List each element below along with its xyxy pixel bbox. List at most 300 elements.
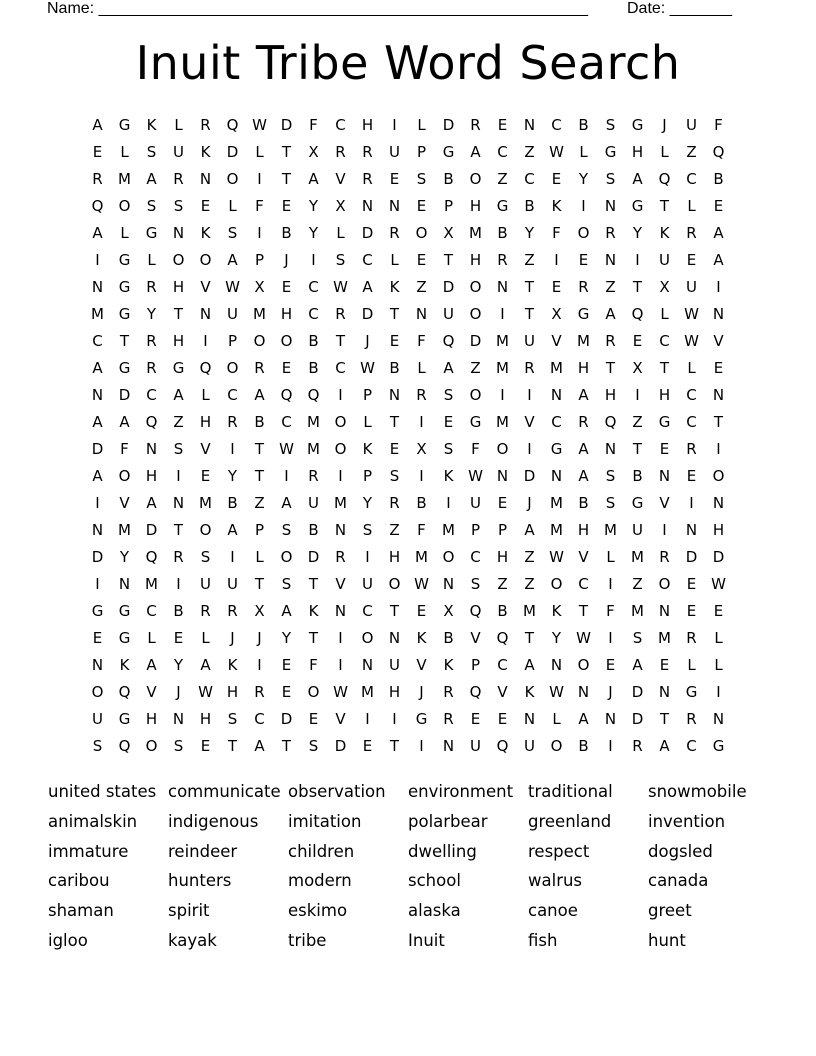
grid-letter: O [118, 466, 131, 485]
grid-letter: I [635, 385, 640, 404]
grid-letter: R [686, 628, 697, 647]
grid-letter: I [608, 736, 613, 755]
grid-letter: R [524, 358, 535, 377]
grid-letter: D [712, 547, 725, 566]
grid-letter: V [416, 655, 427, 674]
grid-letter: D [280, 709, 293, 728]
grid-letter: L [255, 547, 264, 566]
grid-letter: J [176, 682, 181, 701]
grid-letter: E [713, 358, 724, 377]
grid-letter: U [200, 574, 211, 593]
grid-letter: G [415, 709, 428, 728]
grid-letter: G [631, 196, 644, 215]
word-list-item: imitation [288, 811, 362, 831]
word-list-item: spirit [168, 901, 210, 921]
grid-letter: A [524, 655, 535, 674]
grid-letter: X [443, 601, 454, 620]
grid-letter: E [686, 601, 697, 620]
grid-letter: N [442, 736, 455, 755]
grid-letter: Z [686, 142, 697, 161]
grid-letter: S [632, 628, 643, 647]
grid-letter: I [635, 250, 640, 269]
grid-letter: E [389, 331, 400, 350]
grid-letter: N [577, 682, 590, 701]
grid-letter: C [362, 250, 373, 269]
grid-letter: N [172, 223, 185, 242]
grid-letter: T [308, 574, 319, 593]
grid-letter: V [578, 547, 589, 566]
grid-letter: F [417, 520, 426, 539]
grid-letter: E [416, 601, 427, 620]
grid-letter: E [713, 601, 724, 620]
grid-letter: R [335, 142, 346, 161]
grid-letter: L [552, 709, 561, 728]
grid-letter: N [523, 115, 536, 134]
grid-letter: Y [308, 223, 319, 242]
grid-letter: C [551, 115, 562, 134]
grid-letter: O [388, 574, 401, 593]
grid-letter: K [524, 682, 535, 701]
grid-letter: A [92, 115, 103, 134]
grid-letter: B [227, 493, 238, 512]
grid-letter: L [687, 358, 696, 377]
grid-letter: P [254, 520, 265, 539]
grid-letter: G [118, 250, 131, 269]
grid-letter: S [227, 223, 238, 242]
grid-letter: S [146, 196, 157, 215]
grid-letter: R [227, 412, 238, 431]
grid-letter: I [365, 547, 370, 566]
grid-letter: M [604, 520, 617, 539]
word-list-item: dwelling [408, 841, 477, 861]
grid-letter: G [118, 304, 131, 323]
word-list-item: hunters [168, 871, 232, 891]
word-list-item: school [408, 871, 461, 891]
grid-letter: R [227, 601, 238, 620]
name-field-label: Name: _______________________________________________________ [47, 0, 588, 17]
grid-letter: A [227, 250, 238, 269]
grid-letter: Q [631, 304, 644, 323]
grid-letter: T [308, 628, 319, 647]
grid-letter: M [550, 493, 563, 512]
grid-letter: L [201, 385, 210, 404]
grid-letter: M [496, 331, 509, 350]
grid-letter: I [338, 385, 343, 404]
grid-letter: P [254, 250, 265, 269]
grid-letter: T [389, 412, 400, 431]
grid-letter: M [496, 358, 509, 377]
grid-letter: K [200, 223, 211, 242]
grid-letter: R [308, 466, 319, 485]
grid-letter: H [361, 115, 374, 134]
grid-letter: P [497, 520, 508, 539]
grid-letter: Z [632, 574, 643, 593]
grid-letter: M [361, 682, 374, 701]
grid-letter: I [527, 385, 532, 404]
grid-letter: U [389, 655, 400, 674]
grid-letter: K [443, 466, 454, 485]
grid-letter: M [550, 520, 563, 539]
grid-letter: R [578, 412, 589, 431]
grid-letter: N [91, 520, 104, 539]
grid-letter: W [684, 331, 699, 350]
grid-letter: L [417, 358, 426, 377]
grid-letter: N [145, 439, 158, 458]
grid-letter: N [550, 655, 563, 674]
grid-letter: E [200, 196, 211, 215]
grid-letter: Z [524, 547, 535, 566]
grid-letter: A [524, 520, 535, 539]
grid-letter: O [577, 223, 590, 242]
grid-letter: I [176, 466, 181, 485]
grid-letter: N [361, 196, 374, 215]
word-list-item: hunt [648, 930, 686, 950]
grid-letter: T [659, 196, 670, 215]
grid-letter: E [281, 682, 292, 701]
grid-letter: H [631, 142, 644, 161]
grid-letter: D [361, 223, 374, 242]
grid-letter: M [307, 412, 320, 431]
grid-letter: V [335, 709, 346, 728]
word-list-item: invention [648, 811, 726, 831]
grid-letter: G [577, 304, 590, 323]
grid-letter: E [659, 439, 670, 458]
grid-letter: Z [524, 574, 535, 593]
grid-letter: W [198, 682, 213, 701]
grid-letter: W [576, 628, 591, 647]
grid-letter: G [118, 709, 131, 728]
grid-letter: S [200, 547, 211, 566]
grid-letter: A [119, 412, 130, 431]
grid-letter: G [118, 277, 131, 296]
grid-letter: U [524, 736, 535, 755]
grid-letter: Q [307, 385, 320, 404]
grid-letter: V [551, 331, 562, 350]
grid-letter: J [365, 331, 370, 350]
grid-row [84, 597, 732, 624]
grid-letter: Z [497, 574, 508, 593]
grid-letter: I [392, 115, 397, 134]
grid-letter: G [469, 412, 482, 431]
grid-letter: I [419, 466, 424, 485]
grid-letter: G [604, 142, 617, 161]
grid-letter: L [714, 655, 723, 674]
grid-letter: R [686, 439, 697, 458]
word-list [48, 777, 788, 956]
grid-row [84, 219, 732, 246]
grid-letter: B [281, 223, 292, 242]
grid-letter: Y [524, 223, 535, 242]
grid-letter: E [281, 277, 292, 296]
word-list-item: kayak [168, 930, 217, 950]
grid-letter: J [662, 115, 667, 134]
grid-letter: L [120, 223, 129, 242]
grid-letter: O [442, 547, 455, 566]
grid-letter: C [578, 574, 589, 593]
grid-letter: F [417, 331, 426, 350]
grid-letter: M [469, 223, 482, 242]
grid-letter: A [173, 385, 184, 404]
word-list-item: alaska [408, 901, 461, 921]
grid-letter: A [659, 736, 670, 755]
grid-letter: V [335, 169, 346, 188]
word-list-item: animalskin [48, 811, 138, 831]
grid-letter: U [308, 493, 319, 512]
grid-letter: Z [497, 169, 508, 188]
grid-letter: B [578, 115, 589, 134]
grid-letter: O [361, 628, 374, 647]
grid-letter: C [686, 385, 697, 404]
grid-letter: E [281, 196, 292, 215]
grid-letter: X [254, 601, 265, 620]
grid-letter: M [253, 304, 266, 323]
grid-letter: R [146, 358, 157, 377]
grid-letter: W [225, 277, 240, 296]
grid-letter: E [686, 574, 697, 593]
grid-letter: Q [199, 358, 212, 377]
grid-letter: J [284, 250, 289, 269]
grid-letter: N [712, 709, 725, 728]
grid-letter: R [443, 682, 454, 701]
grid-letter: Y [281, 628, 292, 647]
grid-letter: D [307, 547, 320, 566]
grid-row [84, 381, 732, 408]
grid-letter: F [309, 115, 318, 134]
grid-letter: V [497, 682, 508, 701]
grid-letter: I [608, 628, 613, 647]
word-list-item: immature [48, 841, 129, 861]
grid-letter: A [308, 169, 319, 188]
grid-letter: I [527, 439, 532, 458]
grid-letter: H [388, 547, 401, 566]
grid-letter: P [416, 142, 427, 161]
grid-letter: G [118, 628, 131, 647]
grid-letter: Y [308, 196, 319, 215]
grid-letter: O [712, 466, 725, 485]
grid-letter: R [335, 547, 346, 566]
grid-letter: O [91, 682, 104, 701]
grid-letter: R [443, 709, 454, 728]
grid-letter: O [496, 439, 509, 458]
grid-letter: O [469, 385, 482, 404]
grid-letter: G [145, 223, 158, 242]
grid-letter: B [578, 493, 589, 512]
grid-letter: N [658, 466, 671, 485]
grid-letter: T [524, 628, 535, 647]
grid-letter: A [92, 223, 103, 242]
word-list-item: indigenous [168, 811, 259, 831]
word-list-item: polarbear [408, 811, 488, 831]
grid-letter: N [118, 574, 131, 593]
grid-letter: N [91, 277, 104, 296]
grid-letter: P [470, 655, 481, 674]
grid-letter: D [361, 304, 374, 323]
grid-letter: M [442, 520, 455, 539]
grid-letter: R [632, 736, 643, 755]
grid-letter: W [279, 439, 294, 458]
grid-letter: Q [496, 736, 509, 755]
grid-letter: I [392, 709, 397, 728]
grid-letter: N [550, 466, 563, 485]
grid-letter: N [604, 709, 617, 728]
grid-letter: W [549, 547, 564, 566]
word-list-item: eskimo [288, 901, 348, 921]
grid-letter: L [363, 412, 372, 431]
grid-letter: O [199, 520, 212, 539]
grid-row [84, 246, 732, 273]
grid-letter: R [362, 142, 373, 161]
grid-letter: T [605, 358, 616, 377]
grid-letter: Q [226, 115, 239, 134]
grid-letter: L [579, 142, 588, 161]
grid-letter: S [605, 493, 616, 512]
grid-letter: S [308, 736, 319, 755]
grid-letter: A [92, 412, 103, 431]
grid-letter: C [308, 277, 319, 296]
grid-letter: O [199, 250, 212, 269]
grid-letter: F [309, 655, 318, 674]
grid-letter: E [497, 115, 508, 134]
grid-letter: L [687, 655, 696, 674]
grid-letter: R [416, 385, 427, 404]
grid-letter: O [145, 736, 158, 755]
grid-letter: N [604, 439, 617, 458]
grid-letter: S [362, 520, 373, 539]
grid-letter: H [712, 520, 725, 539]
grid-letter: N [604, 250, 617, 269]
grid-letter: I [311, 250, 316, 269]
word-list-item: walrus [528, 871, 583, 891]
grid-letter: D [91, 439, 104, 458]
grid-letter: S [416, 169, 427, 188]
grid-row [84, 138, 732, 165]
grid-letter: H [199, 709, 212, 728]
grid-letter: Z [605, 277, 616, 296]
grid-letter: B [497, 601, 508, 620]
grid-letter: A [92, 358, 103, 377]
grid-letter: E [686, 250, 697, 269]
grid-letter: G [442, 142, 455, 161]
grid-letter: Q [604, 412, 617, 431]
grid-letter: E [497, 493, 508, 512]
word-list-item: caribou [48, 871, 110, 891]
grid-letter: L [714, 628, 723, 647]
grid-letter: R [200, 601, 211, 620]
grid-letter: M [334, 493, 347, 512]
grid-letter: M [631, 547, 644, 566]
grid-letter: G [631, 493, 644, 512]
grid-letter: N [496, 277, 509, 296]
grid-letter: A [227, 520, 238, 539]
grid-letter: O [226, 169, 239, 188]
grid-letter: U [92, 709, 103, 728]
grid-letter: W [549, 142, 564, 161]
grid-letter: Q [118, 682, 131, 701]
grid-letter: L [174, 115, 183, 134]
word-list-item: fish [528, 930, 558, 950]
grid-letter: J [230, 628, 235, 647]
grid-letter: T [578, 601, 589, 620]
grid-row [84, 435, 732, 462]
grid-letter: I [716, 277, 721, 296]
grid-letter: I [419, 412, 424, 431]
grid-letter: Y [551, 628, 562, 647]
word-list-item: environment [408, 782, 514, 801]
grid-letter: N [334, 601, 347, 620]
grid-letter: O [172, 250, 185, 269]
grid-letter: B [416, 493, 427, 512]
page-title: Inuit Tribe Word Search [135, 36, 681, 90]
grid-letter: A [281, 601, 292, 620]
grid-letter: X [254, 277, 265, 296]
word-list-item: canada [648, 871, 709, 891]
grid-letter: S [605, 466, 616, 485]
grid-letter: H [199, 412, 212, 431]
grid-letter: T [659, 709, 670, 728]
grid-letter: Y [173, 655, 184, 674]
grid-letter: R [92, 169, 103, 188]
grid-row [84, 732, 732, 759]
grid-row [84, 408, 732, 435]
grid-letter: R [497, 250, 508, 269]
grid-letter: L [417, 115, 426, 134]
grid-letter: N [712, 385, 725, 404]
grid-letter: C [335, 358, 346, 377]
grid-letter: T [335, 331, 346, 350]
grid-letter: W [333, 682, 348, 701]
grid-letter: T [119, 331, 130, 350]
grid-letter: V [524, 412, 535, 431]
grid-letter: I [581, 196, 586, 215]
grid-letter: K [551, 196, 562, 215]
grid-letter: U [443, 304, 454, 323]
grid-letter: E [470, 709, 481, 728]
grid-letter: D [631, 709, 644, 728]
grid-letter: M [91, 304, 104, 323]
grid-letter: H [577, 520, 590, 539]
grid-letter: D [469, 331, 482, 350]
grid-letter: O [280, 331, 293, 350]
grid-letter: T [254, 466, 265, 485]
grid-row [84, 300, 732, 327]
grid-letter: C [497, 655, 508, 674]
grid-letter: E [713, 196, 724, 215]
grid-letter: Y [362, 493, 373, 512]
grid-letter: L [255, 142, 264, 161]
grid-letter: R [470, 115, 481, 134]
grid-letter: D [91, 547, 104, 566]
grid-letter: N [91, 385, 104, 404]
grid-letter: T [281, 169, 292, 188]
grid-letter: S [173, 439, 184, 458]
grid-letter: Z [389, 520, 400, 539]
grid-letter: U [227, 304, 238, 323]
grid-letter: Z [416, 277, 427, 296]
grid-letter: S [605, 169, 616, 188]
word-list-item: greet [648, 901, 692, 921]
grid-letter: A [200, 655, 211, 674]
grid-letter: I [95, 250, 100, 269]
grid-letter: Q [118, 736, 131, 755]
grid-letter: N [658, 682, 671, 701]
grid-row [84, 678, 732, 705]
grid-letter: Z [524, 142, 535, 161]
grid-letter: C [308, 304, 319, 323]
grid-letter: E [551, 277, 562, 296]
word-list-item: united states [48, 782, 157, 801]
grid-letter: I [662, 520, 667, 539]
grid-letter: W [711, 574, 726, 593]
